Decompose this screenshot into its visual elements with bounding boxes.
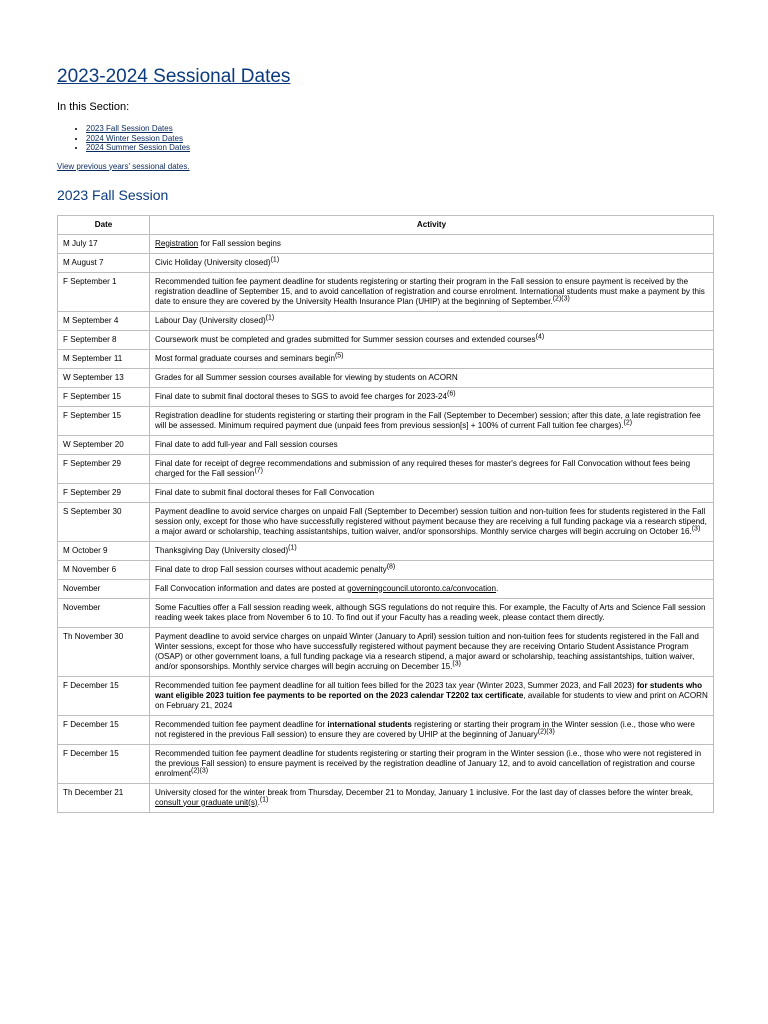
- table-row: [58, 744, 714, 783]
- header-activity: Activity: [150, 215, 714, 234]
- row-date: F September 15: [58, 406, 150, 435]
- activity-text: Registration deadline for students registering or starting their program in the Fall (September to December) session; after this date, a late registration fee will be assessed. Minimum required payment due (unpaid fees from previous session[s] + 100% of current Fall tuition fee charges).: [155, 410, 701, 430]
- table-row: [58, 330, 714, 349]
- activity-text: Civic Holiday (University closed): [155, 257, 271, 267]
- activity-text: Most formal graduate courses and seminars begin: [155, 353, 335, 363]
- row-date: F September 8: [58, 330, 150, 349]
- row-activity: [150, 387, 714, 406]
- footnote-ref: (4): [535, 332, 545, 340]
- section-toc: [57, 124, 712, 153]
- row-date: W September 13: [58, 368, 150, 387]
- row-activity: [150, 311, 714, 330]
- row-date: M September 11: [58, 349, 150, 368]
- row-activity: [150, 272, 714, 311]
- table-header-row: [58, 215, 714, 234]
- activity-text: Fall Convocation information and dates are posted at: [155, 583, 348, 593]
- row-date: F September 1: [58, 272, 150, 311]
- table-row: [58, 311, 714, 330]
- previous-years-row: [57, 162, 712, 172]
- row-date: F September 29: [58, 483, 150, 502]
- activity-text: for Fall session begins: [198, 238, 281, 248]
- row-activity: [150, 483, 714, 502]
- toc-link-summer[interactable]: 2024 Summer Session Dates: [86, 143, 191, 152]
- activity-text: Labour Day (University closed): [155, 315, 266, 325]
- table-row: [58, 272, 714, 311]
- table-row: [58, 715, 714, 744]
- row-date: November: [58, 598, 150, 627]
- section-heading: 2023 Fall Session: [57, 186, 169, 203]
- table-row: [58, 502, 714, 541]
- table-row: [58, 406, 714, 435]
- row-date: M August 7: [58, 253, 150, 272]
- row-date: F September 15: [58, 387, 150, 406]
- row-date: M November 6: [58, 560, 150, 579]
- row-date: M July 17: [58, 234, 150, 253]
- table-row: [58, 676, 714, 715]
- toc-link-fall[interactable]: 2023 Fall Session Dates: [86, 124, 173, 133]
- table-row: [58, 349, 714, 368]
- row-activity: [150, 676, 714, 715]
- activity-text: Payment deadline to avoid service charges on unpaid Fall (September to December) session tuition and non-tuition fees for students registered in the Fall session only, except for those who have successfully registered without payment because they are receiving a full funding package via a research stipend, a major award or scholarship, teaching assistantships, tuition waiver, and/or sponsorships. Monthly service charges will begin accruing on October 16.: [155, 506, 707, 536]
- row-activity: [150, 368, 714, 387]
- row-date: Th December 21: [58, 783, 150, 812]
- toc-link-winter[interactable]: 2024 Winter Session Dates: [86, 133, 183, 143]
- sessional-dates-table: [57, 215, 714, 813]
- row-activity: [150, 454, 714, 483]
- row-activity: [150, 541, 714, 560]
- activity-text: Final date to add full-year and Fall session courses: [155, 439, 338, 449]
- row-date: S September 30: [58, 502, 150, 541]
- footnote-ref: (2)(3): [537, 727, 555, 735]
- row-date: November: [58, 579, 150, 598]
- table-row: [58, 435, 714, 454]
- activity-bold-text: international students: [327, 719, 412, 729]
- row-activity: [150, 406, 714, 435]
- footnote-ref: (5): [334, 351, 344, 359]
- footnote-ref: (1): [288, 543, 297, 551]
- activity-text: Final date to drop Fall session courses without academic penalty: [155, 564, 387, 574]
- row-activity: [150, 349, 714, 368]
- table-row: [58, 783, 714, 812]
- row-activity: [150, 560, 714, 579]
- row-activity: [150, 715, 714, 744]
- row-activity: [150, 253, 714, 272]
- table-row: [58, 541, 714, 560]
- activity-text-tail: , available for students to view and print on ACORN on February 21, 2024: [155, 690, 708, 710]
- activity-text: Recommended tuition fee payment deadline for students registering or starting their program in the Fall session to ensure payment is received by the registration deadline of September 15, and to avoid cancellation of registration and course enrolment. International students must make a payment by this date to ensure they are covered by the University Health Insurance Plan (UHIP) at the beginning of September.: [155, 276, 705, 306]
- activity-text-tail: .: [496, 583, 499, 593]
- row-date: F December 15: [58, 676, 150, 715]
- activity-text: Some Faculties offer a Fall session reading week, although SGS regulations do not require this. For example, the Faculty of Arts and Science Fall session reading week takes place from November 6 to 10. To find out if your Faculty has a reading week, please contact them directly.: [155, 602, 706, 622]
- footnote-ref: (2): [623, 418, 633, 426]
- activity-link[interactable]: consult your graduate unit(s): [155, 797, 258, 807]
- activity-text: Final date to submit final doctoral theses for Fall Convocation: [155, 487, 375, 497]
- table-row: [58, 627, 714, 676]
- footnote-ref: (1): [259, 795, 269, 803]
- row-date: Th November 30: [58, 627, 150, 676]
- table-row: [58, 234, 714, 253]
- row-activity: [150, 502, 714, 541]
- activity-text: University closed for the winter break from Thursday, December 21 to Monday, January 1 inclusive. For the last day of classes before the winter break,: [155, 787, 694, 797]
- footnote-ref: (3): [452, 659, 461, 667]
- activity-text: Payment deadline to avoid service charges on unpaid Winter (January to April) session tuition and non-tuition fees for students registered in the Fall and Winter sessions, except for those who have successfully registered without payment because they are receiving Ontario Student Assistance Program (OSAP) or other government loans, a full funding package via a research stipend, a major award or scholarship, teaching assistantships, tuition waiver, and/or sponsorships. Monthly service charges will begin accruing on December 15.: [155, 631, 699, 671]
- table-row: [58, 253, 714, 272]
- row-date: F September 29: [58, 454, 150, 483]
- table-row: [58, 579, 714, 598]
- activity-text-tail: registering or starting their program in the Winter session (i.e., those who were not registered in the previous Fall session) to ensure they are covered by UHIP at the beginning of January: [155, 719, 695, 739]
- row-activity: [150, 627, 714, 676]
- row-date: F December 15: [58, 715, 150, 744]
- activity-text: Coursework must be completed and grades submitted for Summer session courses and extended courses: [155, 334, 536, 344]
- row-activity: [150, 234, 714, 253]
- toc-item: [86, 143, 712, 153]
- footnote-ref: (1): [265, 313, 275, 321]
- activity-text: Final date to submit final doctoral theses to SGS to avoid fee charges for 2023-24: [155, 391, 447, 401]
- row-date: M October 9: [58, 541, 150, 560]
- row-date: W September 20: [58, 435, 150, 454]
- in-section-label: In this Section:: [57, 101, 130, 113]
- row-activity: [150, 783, 714, 812]
- row-activity: [150, 579, 714, 598]
- previous-years-link[interactable]: View previous years' sessional dates.: [57, 161, 190, 171]
- footnote-ref: (3): [691, 524, 701, 532]
- row-date: M September 4: [58, 311, 150, 330]
- table-body: [58, 234, 714, 812]
- activity-link[interactable]: Registration: [155, 238, 199, 248]
- row-activity: [150, 330, 714, 349]
- table-row: [58, 368, 714, 387]
- footnote-ref: (6): [447, 389, 456, 397]
- footnote-ref: (2)(3): [191, 766, 209, 774]
- activity-text: Final date for receipt of degree recommendations and submission of any required theses for master's degrees for Fall Convocation without fees being charged for the Fall session: [155, 458, 691, 478]
- activity-text: Thanksgiving Day (University closed): [155, 545, 289, 555]
- table-row: [58, 598, 714, 627]
- table-row: [58, 387, 714, 406]
- activity-text: Grades for all Summer session courses available for viewing by students on ACORN: [155, 372, 458, 382]
- activity-bold-text: for students who want eligible 2023 tuition fee payments to be reported on the 2023 calendar T2202 tax certificate: [155, 680, 703, 700]
- table-row: [58, 454, 714, 483]
- activity-link[interactable]: governingcouncil.utoronto.ca/convocation: [347, 583, 497, 593]
- page-title[interactable]: 2023-2024 Sessional Dates: [57, 66, 291, 87]
- footnote-ref: (7): [254, 466, 263, 474]
- table-row: [58, 560, 714, 579]
- footnote-ref: (2)(3): [552, 294, 570, 302]
- footnote-ref: (1): [270, 255, 280, 263]
- activity-text: Recommended tuition fee payment deadline for students registering or starting their program in the Winter session (i.e., those who were not registered in the previous Fall session) to ensure payment is received by the registration deadline of January 12, and to avoid cancellation of registration and course enrolment: [155, 748, 702, 778]
- activity-text: Recommended tuition fee payment deadline for: [155, 719, 328, 729]
- row-date: F December 15: [58, 744, 150, 783]
- footnote-ref: (8): [386, 562, 396, 570]
- header-date: Date: [58, 215, 150, 234]
- row-activity: [150, 435, 714, 454]
- toc-item: [86, 124, 712, 134]
- toc-item: [86, 134, 712, 144]
- activity-text-tail: .: [257, 797, 260, 807]
- table-row: [58, 483, 714, 502]
- row-activity: [150, 744, 714, 783]
- activity-text: Recommended tuition fee payment deadline for all tuition fees billed for the 2023 tax year (Winter 2023, Summer 2023, and Fall 2023): [155, 680, 637, 690]
- row-activity: [150, 598, 714, 627]
